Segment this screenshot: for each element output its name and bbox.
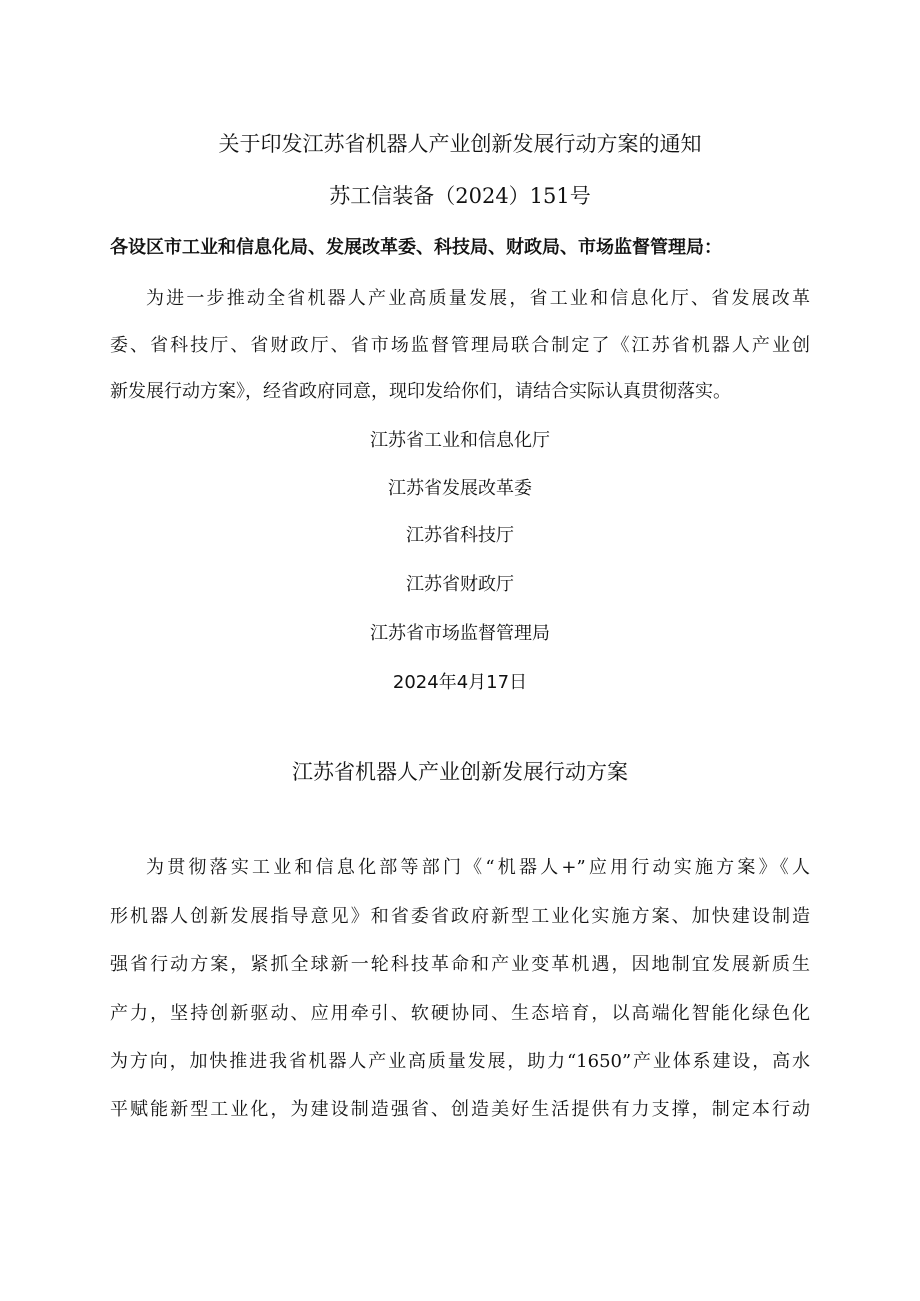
plan-body-line: 为方向，加快推进我省机器人产业高质量发展，助力“1650”产业体系建设，高水 <box>110 1051 810 1072</box>
signatory: 江苏省发展改革委 <box>388 478 532 499</box>
document-number: 苏工信装备（2024）151号 <box>329 184 591 208</box>
notice-title: 关于印发江苏省机器人产业创新发展行动方案的通知 <box>218 132 702 156</box>
plan-body-line: 为贯彻落实工业和信息化部等部门《“机器人+”应用行动实施方案》《人 <box>146 857 810 878</box>
plan-body-line: 强省行动方案，紧抓全球新一轮科技革命和产业变革机遇，因地制宜发展新质生 <box>110 954 810 975</box>
notice-body-line: 为进一步推动全省机器人产业高质量发展，省工业和信息化厅、省发展改革 <box>146 288 810 309</box>
plan-body-line: 平赋能新型工业化，为建设制造强省、创造美好生活提供有力支撑，制定本行动 <box>110 1099 810 1120</box>
plan-body-line: 形机器人创新发展指导意见》和省委省政府新型工业化实施方案、加快建设制造 <box>110 906 810 927</box>
issue-date: 2024年4月17日 <box>392 672 528 693</box>
addressee: 各设区市工业和信息化局、发展改革委、科技局、财政局、市场监督管理局： <box>110 237 722 258</box>
signatory: 江苏省工业和信息化厅 <box>370 430 550 451</box>
notice-body-line: 新发展行动方案》，经省政府同意，现印发给你们，请结合实际认真贯彻落实。 <box>110 381 731 402</box>
signatory: 江苏省市场监督管理局 <box>370 623 550 644</box>
plan-body-line: 产力，坚持创新驱动、应用牵引、软硬协同、生态培育，以高端化智能化绿色化 <box>110 1003 810 1024</box>
notice-body-line: 委、省科技厅、省财政厅、省市场监督管理局联合制定了《江苏省机器人产业创 <box>110 335 810 356</box>
signatory: 江苏省科技厅 <box>406 525 514 546</box>
signatory: 江苏省财政厅 <box>406 574 514 595</box>
plan-title: 江苏省机器人产业创新发展行动方案 <box>292 760 628 784</box>
